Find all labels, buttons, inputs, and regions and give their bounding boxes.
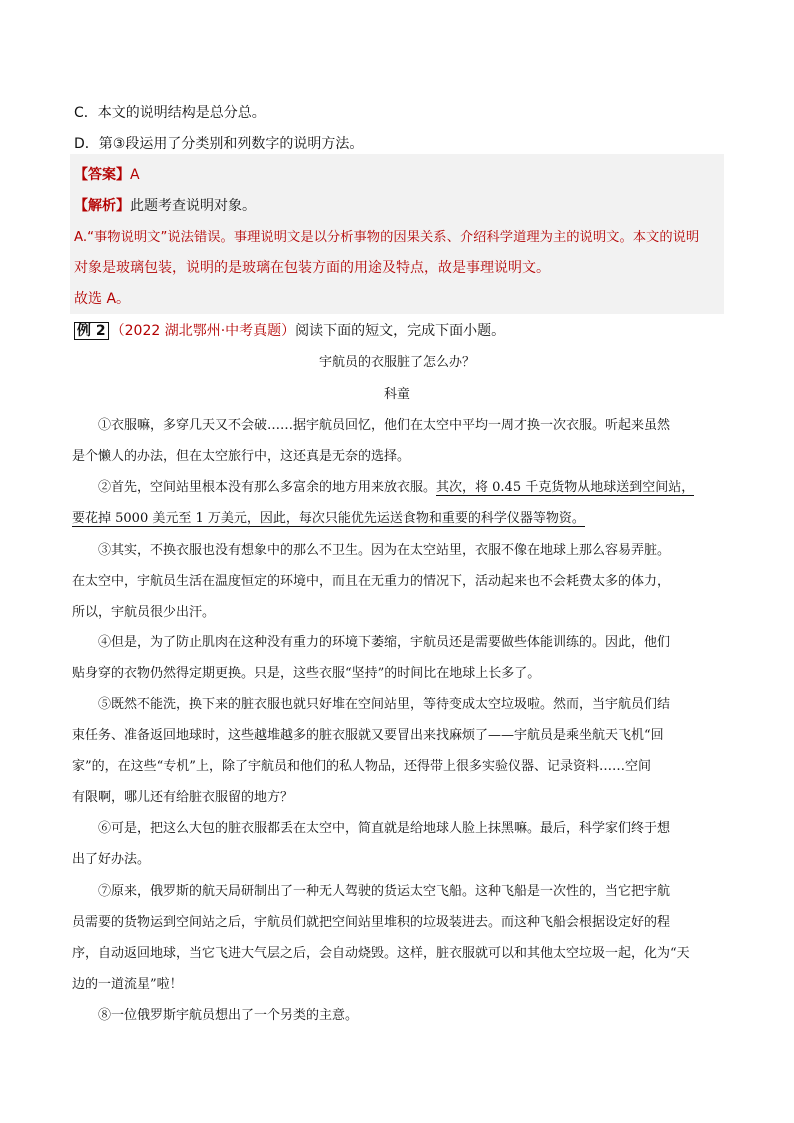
option-d: D．第③段运用了分类别和列数字的说明方法。 — [74, 136, 364, 152]
paragraph-line: ⑤既然不能洗，换下来的脏衣服也就只好堆在空间站里，等待变成太空垃圾啦。然而，当宇航员们结 — [98, 697, 671, 712]
underlined-text: 要花掉 5000 美元至 1 万美元，因此，每次只能优先运送食物和重要的科学仪器等物资。 — [72, 511, 585, 526]
paragraph-3 — [72, 535, 724, 628]
explanation-line-1: A.“事物说明文”说法错误。事理说明文是以分析事物的因果关系、介绍科学道理为主的说明文。本文的说明 — [74, 230, 700, 245]
paragraph-line: 边的一道流星”啦！ — [72, 977, 183, 992]
example-instruction: 阅读下面的短文，完成下面小题。 — [295, 323, 506, 339]
analysis-text: 此题考查说明对象。 — [130, 198, 256, 214]
paragraph-8 — [72, 1000, 724, 1031]
paragraph-line: ⑦原来，俄罗斯的航天局研制出了一种无人驾驶的货运太空飞船。这种飞船是一次性的，当它把宇航 — [98, 884, 671, 899]
paragraph-line: ①衣服嘛，多穿几天又不会破……据宇航员回忆，他们在太空中平均一周才换一次衣服。听起来虽然 — [98, 418, 671, 433]
paragraph-2 — [72, 472, 724, 534]
option-c: C．本文的说明结构是总分总。 — [74, 105, 266, 121]
paragraph-5 — [72, 689, 724, 813]
paragraph-line: 员需要的货物运到空间站之后，宇航员们就把空间站里堆积的垃圾装进去。而这种飞船会根据设定好的程 — [72, 915, 671, 930]
paragraph-4 — [72, 627, 724, 689]
answer-line — [74, 165, 140, 185]
example-heading — [74, 321, 505, 341]
underlined-text: 其次，将 0.45 千克货物从地球送到空间站， — [436, 480, 695, 495]
paragraph-line: 有限啊，哪儿还有给脏衣服留的地方？ — [72, 790, 294, 805]
paragraph-line: 在太空中，宇航员生活在温度恒定的环境中，而且在无重力的情况下，活动起来也不会耗费太多的体力， — [72, 574, 671, 589]
answer-value: A — [130, 167, 140, 183]
article-title: 宇航员的衣服脏了怎么办？ — [318, 355, 475, 370]
paragraph-line: ④但是，为了防止肌肉在这种没有重力的环境下萎缩，宇航员还是需要做些体能训练的。因此，他们 — [98, 635, 671, 650]
analysis-tag: 【解析】 — [74, 198, 130, 214]
paragraph-6 — [72, 813, 724, 875]
article-author: 科童 — [383, 387, 410, 402]
example-label: 例 2 — [74, 322, 109, 340]
paragraph-line: 所以，宇航员很少出汗。 — [72, 605, 216, 620]
paragraph-line: ③其实，不换衣服也没有想象中的那么不卫生。因为在太空站里，衣服不像在地球上那么容易弄脏。 — [98, 543, 671, 558]
paragraph-line: ⑥可是，把这么大包的脏衣服都丢在太空中，简直就是给地球人脸上抹黑嘛。最后，科学家们终于想 — [98, 821, 671, 836]
answer-tag: 【答案】 — [74, 167, 130, 183]
conclusion: 故选 A。 — [74, 291, 131, 307]
paragraph-1 — [72, 410, 724, 472]
paragraph-line: 是个懒人的办法，但在太空旅行中，这还真是无奈的选择。 — [72, 449, 411, 464]
paragraph-line: ⑧一位俄罗斯宇航员想出了一个另类的主意。 — [98, 1008, 359, 1023]
explanation-line-2: 对象是玻璃包装，说明的是玻璃在包装方面的用途及特点，故是事理说明文。 — [74, 260, 550, 276]
paragraph-line — [72, 472, 724, 503]
paragraph-line — [72, 503, 724, 534]
paragraph-line: 序，自动返回地球，当它飞进大气层之后，会自动烧毁。这样，脏衣服就可以和其他太空垃圾一起，化为“天 — [72, 946, 690, 961]
example-source: （2022 湖北鄂州·中考真题） — [110, 323, 296, 339]
analysis-line — [74, 196, 256, 216]
paragraph-line: 出了好办法。 — [72, 852, 151, 867]
paragraph-line: 家”的，在这些“专机”上，除了宇航员和他们的私人物品，还得带上很多实验仪器、记录资料……空间 — [72, 759, 651, 774]
paragraph-2-plain: ②首先，空间站里根本没有那么多富余的地方用来放衣服。 — [98, 480, 437, 495]
paragraph-line: 束任务、准备返回地球时，这些越堆越多的脏衣服就又要冒出来找麻烦了——宇航员是乘坐航天飞机“回 — [72, 728, 664, 743]
paragraph-7 — [72, 876, 724, 1000]
paragraph-line: 贴身穿的衣物仍然得定期更换。只是，这些衣服“坚持”的时间比在地球上长多了。 — [72, 666, 541, 681]
